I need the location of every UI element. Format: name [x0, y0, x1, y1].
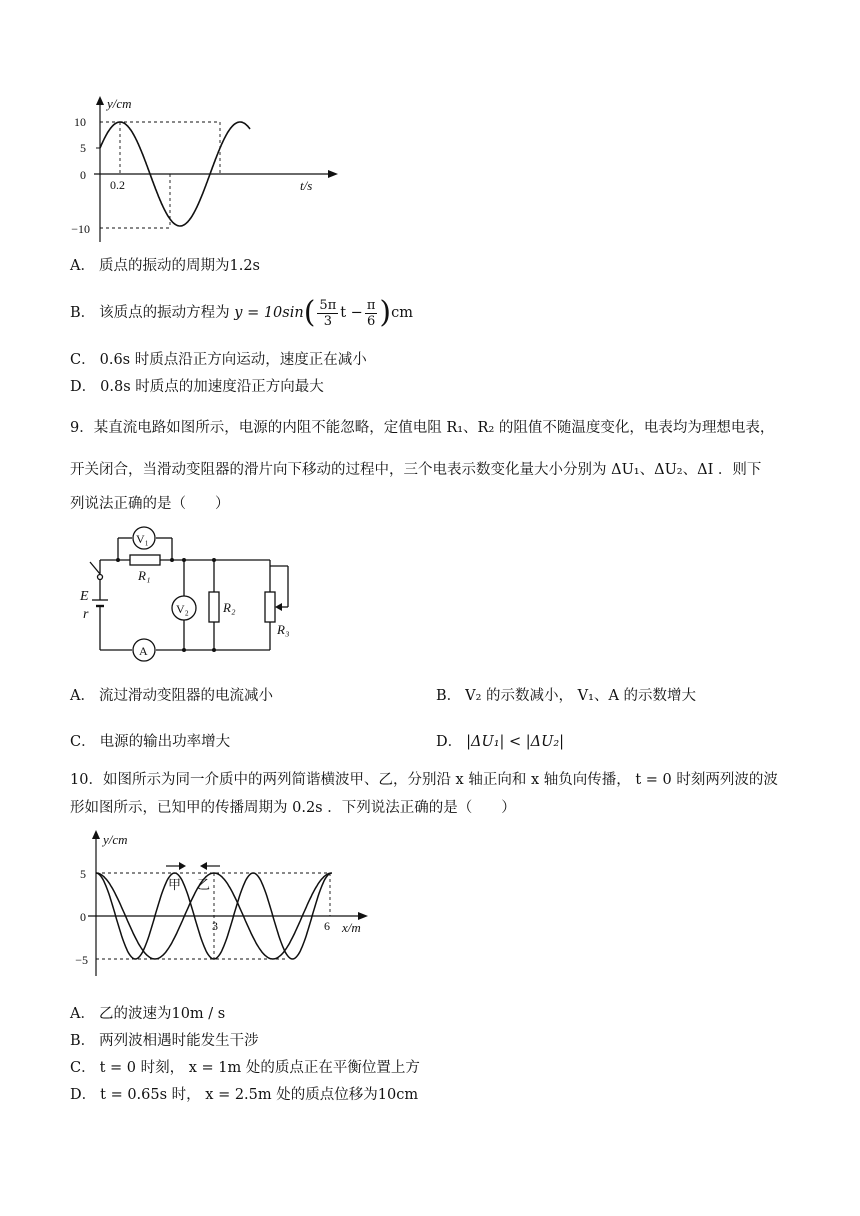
q10-tick-0: 0: [80, 910, 86, 924]
q9-e-label: E: [80, 589, 89, 604]
q8-tick-0: 0: [80, 168, 86, 182]
q9-r3-label: R₃: [277, 622, 290, 637]
q8-tick-minus10: −10: [71, 222, 90, 236]
q9-option-c[interactable]: C． 电源的输出功率增大: [70, 734, 231, 750]
q8-tick-5: 5: [80, 141, 86, 155]
q8-option-a[interactable]: A． 质点的振动的周期为1.2s: [70, 258, 260, 274]
q10-tick-minus5: −5: [75, 953, 88, 967]
q10-label-yi: 乙: [197, 877, 211, 892]
q8-y-axis-label: y/cm: [107, 96, 132, 111]
q9-a-label: A: [139, 644, 148, 658]
q10-tick-3: 3: [212, 919, 218, 933]
q9-v2-label: V₂: [176, 602, 189, 616]
q10-x-axis-label: x/m: [342, 920, 361, 935]
q9-r1-label: R₁: [138, 568, 151, 583]
q8-vibration-graph: [60, 92, 350, 252]
q10-option-c[interactable]: C． t = 0 时刻， x = 1m 处的质点正在平衡位置上方: [70, 1060, 420, 1076]
q9-circuit-diagram: [74, 522, 314, 670]
q8-option-d[interactable]: D． 0.8s 时质点的加速度沿正方向最大: [70, 379, 324, 395]
q10-wave-graph: [70, 826, 380, 986]
q10-option-a[interactable]: A． 乙的波速为10m / s: [70, 1006, 226, 1022]
q10-stem-line2: 形如图所示，已知甲的传播周期为 0.2s ．下列说法正确的是（ ）: [70, 800, 516, 816]
q10-tick-5: 5: [80, 867, 86, 881]
q10-option-d[interactable]: D． t = 0.65s 时， x = 2.5m 处的质点位移为10cm: [70, 1087, 419, 1103]
q8-option-b[interactable]: B． 该质点的振动方程为 y = 10sin( $\frac{5\pi}{3}$ t − $\frac{\pi}{6}$ )cm: [70, 295, 413, 330]
q9-r-label: r: [83, 607, 89, 622]
q8-x-axis-label: t/s: [300, 178, 313, 193]
q8-option-c[interactable]: C． 0.6s 时质点沿正方向运动，速度正在减小: [70, 352, 367, 368]
q9-stem-line3: 列说法正确的是（ ）: [70, 496, 230, 512]
q9-v1-label: V₁: [136, 532, 149, 546]
q9-r2-label: R₂: [223, 600, 236, 615]
q10-label-jia: 甲: [168, 877, 182, 892]
q10-stem-line1: 10．如图所示为同一介质中的两列简谐横波甲、乙，分别沿 x 轴正向和 x 轴负向传播， t = 0 时刻两列波的波: [70, 772, 778, 788]
q8-tick-10: 10: [74, 115, 86, 129]
q9-option-a[interactable]: A． 流过滑动变阻器的电流减小: [70, 688, 273, 704]
q10-option-b[interactable]: B． 两列波相遇时能发生干涉: [70, 1033, 259, 1049]
q9-option-d[interactable]: D． |ΔU₁| < |ΔU₂|: [436, 734, 565, 750]
q8-tick-0-2: 0.2: [110, 178, 125, 192]
q10-y-axis-label: y/cm: [103, 832, 128, 847]
q9-stem-line2: 开关闭合，当滑动变阻器的滑片向下移动的过程中，三个电表示数变化量大小分别为 ΔU₁、ΔU₂、ΔI ．则下: [70, 462, 762, 478]
q9-option-b[interactable]: B． V₂ 的示数减小， V₁、A 的示数增大: [436, 688, 697, 704]
q10-tick-6: 6: [324, 919, 330, 933]
q9-stem-line1: 9．某直流电路如图所示，电源的内阻不能忽略，定值电阻 R₁、R₂ 的阻值不随温度变化，电表均为理想电表，: [70, 420, 775, 436]
